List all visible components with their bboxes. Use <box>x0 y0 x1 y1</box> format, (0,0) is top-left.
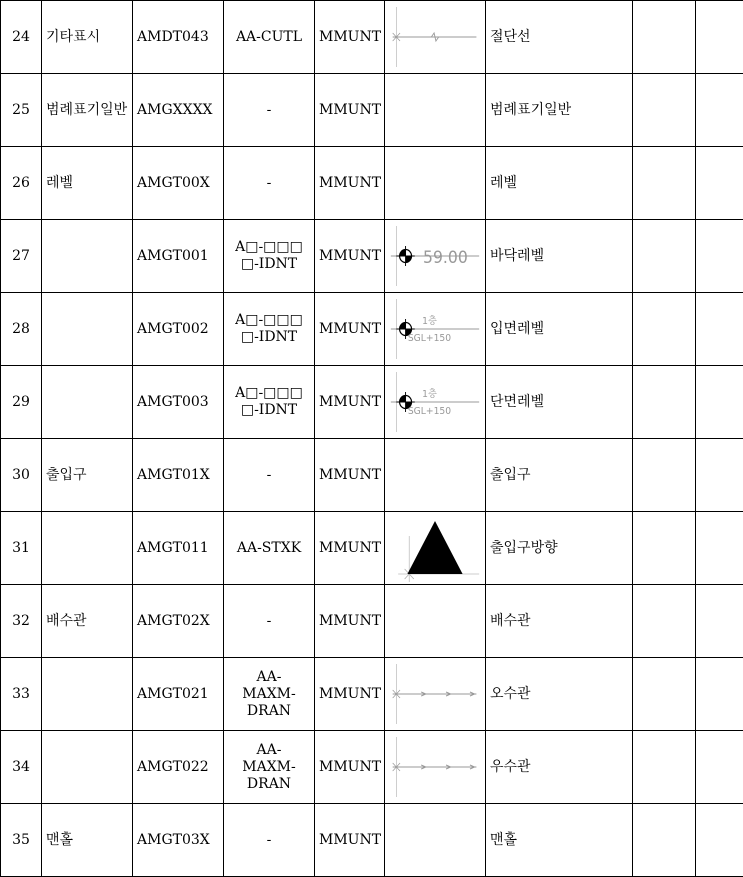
layer-name-cell: A□-□□□ □-IDNT <box>224 293 315 366</box>
layer-name-cell: - <box>224 439 315 512</box>
row-number-cell: 32 <box>1 585 42 658</box>
description-cell: 입면레벨 <box>486 293 633 366</box>
description-cell: 출입구방향 <box>486 512 633 585</box>
description-cell: 레벨 <box>486 147 633 220</box>
unit-cell: MMUNT <box>315 731 385 804</box>
description-cell: 바닥레벨 <box>486 220 633 293</box>
category-name-cell <box>42 220 133 293</box>
symbol-drawing <box>389 731 481 803</box>
unit-cell: MMUNT <box>315 366 385 439</box>
table-row <box>1 220 743 293</box>
table-row <box>1 293 743 366</box>
unit-cell: MMUNT <box>315 804 385 877</box>
symbol-drawing <box>389 220 481 292</box>
layer-code-cell: AMGT021 <box>133 658 224 731</box>
empty-cell <box>696 585 743 658</box>
symbol-cell <box>385 585 486 658</box>
layer-code-cell: AMGXXXX <box>133 74 224 147</box>
empty-cell <box>696 439 743 512</box>
empty-cell <box>633 293 696 366</box>
table-row <box>1 1 743 74</box>
row-number-cell: 31 <box>1 512 42 585</box>
row-number-cell: 35 <box>1 804 42 877</box>
row-number-cell: 29 <box>1 366 42 439</box>
row-number-cell: 27 <box>1 220 42 293</box>
symbol-cell <box>385 147 486 220</box>
symbol-drawing <box>389 512 481 584</box>
table-row <box>1 366 743 439</box>
level-height-text: SGL+150 <box>408 333 451 344</box>
symbol-cell <box>385 1 486 74</box>
symbol-drawing <box>389 147 481 219</box>
description-cell: 출입구 <box>486 439 633 512</box>
layer-name-cell: AA-STXK <box>224 512 315 585</box>
level-height-text: SGL+150 <box>408 406 451 417</box>
table-row <box>1 804 743 877</box>
unit-cell: MMUNT <box>315 1 385 74</box>
layer-name-cell: AA- MAXM- DRAN <box>224 731 315 804</box>
unit-cell: MMUNT <box>315 512 385 585</box>
layer-name-cell: A□-□□□ □-IDNT <box>224 220 315 293</box>
layer-code-cell: AMGT002 <box>133 293 224 366</box>
description-cell: 절단선 <box>486 1 633 74</box>
table-row <box>1 147 743 220</box>
description-cell: 우수관 <box>486 731 633 804</box>
layer-code-cell: AMGT00X <box>133 147 224 220</box>
row-number-cell: 28 <box>1 293 42 366</box>
empty-cell <box>633 439 696 512</box>
empty-cell <box>696 804 743 877</box>
symbol-cell <box>385 439 486 512</box>
layer-code-cell: AMGT003 <box>133 366 224 439</box>
symbol-cell <box>385 804 486 877</box>
level-floor-text: 1층 <box>422 388 437 400</box>
symbol-cell <box>385 74 486 147</box>
symbol-drawing <box>389 74 481 146</box>
category-name-cell <box>42 731 133 804</box>
layer-code-cell: AMGT022 <box>133 731 224 804</box>
table-row <box>1 731 743 804</box>
symbol-drawing <box>389 1 481 73</box>
row-number-cell: 33 <box>1 658 42 731</box>
empty-cell <box>696 147 743 220</box>
category-name-cell: 맨홀 <box>42 804 133 877</box>
symbol-cell <box>385 293 486 366</box>
empty-cell <box>633 366 696 439</box>
layer-code-cell: AMGT03X <box>133 804 224 877</box>
symbol-drawing <box>389 366 481 438</box>
empty-cell <box>696 512 743 585</box>
symbol-drawing <box>389 804 481 876</box>
description-cell: 단면레벨 <box>486 366 633 439</box>
symbol-cell <box>385 512 486 585</box>
table-row <box>1 512 743 585</box>
layer-code-cell: AMDT043 <box>133 1 224 74</box>
category-name-cell: 배수관 <box>42 585 133 658</box>
empty-cell <box>696 220 743 293</box>
table-body <box>1 1 743 877</box>
layer-name-cell: - <box>224 804 315 877</box>
description-cell: 오수관 <box>486 658 633 731</box>
unit-cell: MMUNT <box>315 293 385 366</box>
empty-cell <box>633 585 696 658</box>
empty-cell <box>633 147 696 220</box>
empty-cell <box>633 804 696 877</box>
empty-cell <box>633 74 696 147</box>
symbol-drawing <box>389 585 481 657</box>
unit-cell: MMUNT <box>315 439 385 512</box>
layer-name-cell: A□-□□□ □-IDNT <box>224 366 315 439</box>
category-name-cell: 기타표시 <box>42 1 133 74</box>
category-name-cell: 출입구 <box>42 439 133 512</box>
layer-name-cell: - <box>224 147 315 220</box>
description-cell: 범례표기일반 <box>486 74 633 147</box>
table-row <box>1 585 743 658</box>
category-name-cell: 레벨 <box>42 147 133 220</box>
unit-cell: MMUNT <box>315 147 385 220</box>
row-number-cell: 34 <box>1 731 42 804</box>
row-number-cell: 24 <box>1 1 42 74</box>
symbol-cell <box>385 366 486 439</box>
category-name-cell <box>42 658 133 731</box>
empty-cell <box>633 731 696 804</box>
row-number-cell: 30 <box>1 439 42 512</box>
empty-cell <box>696 1 743 74</box>
table-row <box>1 658 743 731</box>
empty-cell <box>696 366 743 439</box>
empty-cell <box>633 658 696 731</box>
category-name-cell <box>42 512 133 585</box>
symbol-drawing <box>389 293 481 365</box>
empty-cell <box>633 512 696 585</box>
symbol-cell <box>385 220 486 293</box>
layer-code-cell: AMGT02X <box>133 585 224 658</box>
empty-cell <box>696 74 743 147</box>
empty-cell <box>633 220 696 293</box>
entrance-triangle-icon <box>407 521 462 574</box>
layer-name-cell: AA- MAXM- DRAN <box>224 658 315 731</box>
unit-cell: MMUNT <box>315 74 385 147</box>
layer-name-cell: - <box>224 74 315 147</box>
row-number-cell: 26 <box>1 147 42 220</box>
empty-cell <box>696 658 743 731</box>
layer-name-cell: - <box>224 585 315 658</box>
category-name-cell <box>42 366 133 439</box>
row-number-cell: 25 <box>1 74 42 147</box>
unit-cell: MMUNT <box>315 220 385 293</box>
symbol-cell <box>385 731 486 804</box>
empty-cell <box>633 1 696 74</box>
symbol-cell <box>385 658 486 731</box>
unit-cell: MMUNT <box>315 585 385 658</box>
level-mark-icon <box>396 246 414 266</box>
unit-cell: MMUNT <box>315 658 385 731</box>
symbol-drawing <box>389 658 481 730</box>
table-row <box>1 439 743 512</box>
layer-code-cell: AMGT001 <box>133 220 224 293</box>
layer-code-cell: AMGT01X <box>133 439 224 512</box>
category-name-cell <box>42 293 133 366</box>
category-name-cell: 범례표기일반 <box>42 74 133 147</box>
layer-code-cell: AMGT011 <box>133 512 224 585</box>
table-row <box>1 74 743 147</box>
symbol-drawing <box>389 439 481 511</box>
description-cell: 배수관 <box>486 585 633 658</box>
description-cell: 맨홀 <box>486 804 633 877</box>
empty-cell <box>696 731 743 804</box>
empty-cell <box>696 293 743 366</box>
level-floor-text: 1층 <box>422 315 437 327</box>
layer-name-cell: AA-CUTL <box>224 1 315 74</box>
level-value-text: 59.00 <box>423 247 468 267</box>
